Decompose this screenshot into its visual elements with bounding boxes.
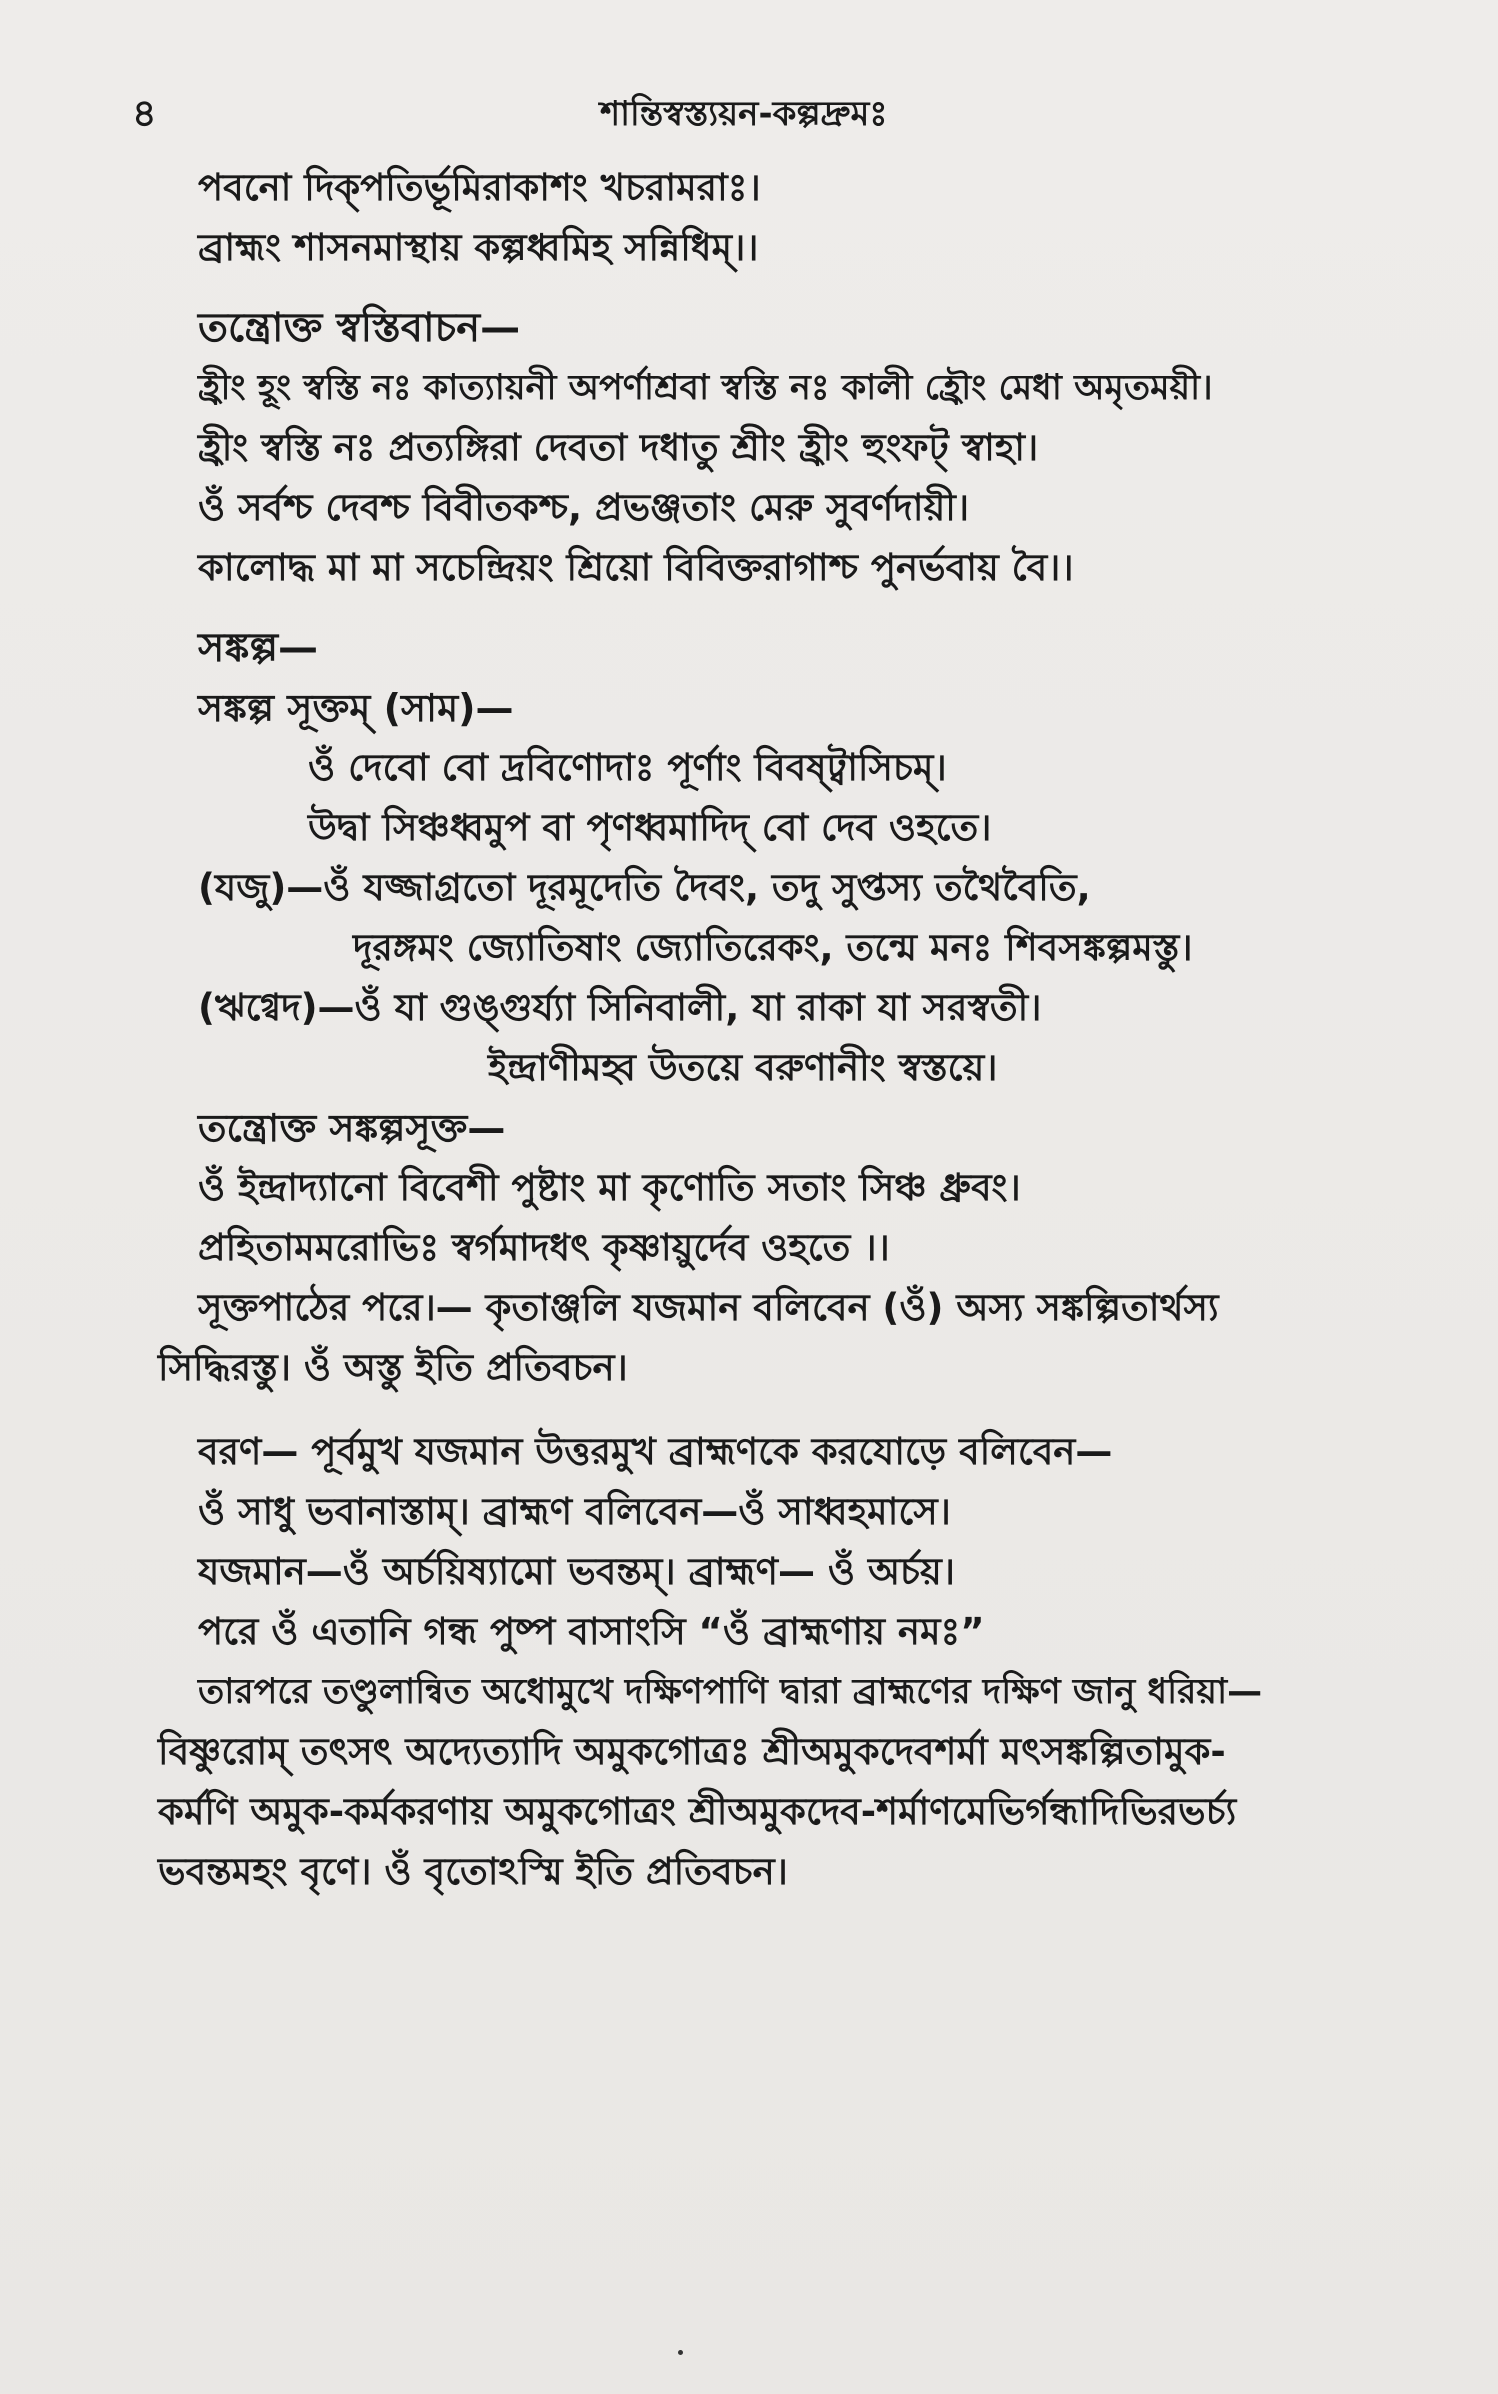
verse-line: কর্মণি অমুক-কর্মকরণায় অমুকগোত্রং শ্রীঅমুকদেব-শর্মাণমেভির্গন্ধাদিভিরভর্চ্য — [158, 1790, 1237, 1833]
verse-line: পরে ওঁ এতানি গন্ধ পুষ্প বাসাংসি “ওঁ ব্রাহ্মণায় নমঃ” — [198, 1610, 985, 1653]
prose-line: সিদ্ধিরস্তু। ওঁ অস্তু ইতি প্রতিবচন। — [158, 1346, 628, 1389]
verse-line: ভবন্তমহং বৃণে। ওঁ বৃতোঽস্মি ইতি প্রতিবচন। — [158, 1850, 788, 1893]
page-body — [158, 158, 1373, 1902]
running-title: শান্তিস্বস্ত্যয়ন-কল্পদ্রুমঃ — [600, 94, 888, 134]
page-header — [0, 84, 1498, 144]
verse-line: প্রহিতামমরোভিঃ স্বর্গমাদধৎ কৃষ্ণায়ুর্দেব ওহতে ।। — [198, 1226, 890, 1269]
verse-line: হ্রীং হূং স্বস্তি নঃ কাত্যায়নী অপর্ণাশ্রবা স্বস্তি নঃ কালী হ্রৌং মেধা অমৃতময়ী। — [198, 368, 1213, 408]
verse-line: কালোদ্ধ মা মা সচেন্দ্রিয়ং শ্রিয়ো বিবিক্তরাগাশ্চ পুনর্ভবায় বৈ।। — [198, 546, 1074, 589]
prose-line: সূক্তপাঠের পরে।— কৃতাঞ্জলি যজমান বলিবেন (ওঁ) অস্য সঙ্কল্পিতার্থস্য — [198, 1286, 1219, 1329]
verse-line: ইন্দ্রাণীমহ্ব উতয়ে বরুণানীং স্বস্তয়ে। — [488, 1046, 998, 1089]
verse-line: বিষ্ণুরোম্‌ তৎসৎ অদ্যেত্যাদি অমুকগোত্রঃ শ্রীঅমুকদেবশর্মা মৎসঙ্কল্পিতামুক- — [158, 1730, 1226, 1773]
verse-line: উদ্বা সিঞ্চধ্বমুপ বা পৃণধ্বমাদিদ্‌ বো দেব ওহতে। — [308, 806, 992, 849]
print-speck — [678, 2350, 683, 2355]
verse-line: পবনো দিক্‌পতির্ভূমিরাকাশং খচরামরাঃ। — [198, 166, 761, 209]
section-heading-sankalpa: সঙ্কল্প— — [198, 625, 318, 671]
verse-line: ওঁ সাধু ভবানাস্তাম্‌। ব্রাহ্মণ বলিবেন—ওঁ সাধ্বহমাসে। — [198, 1490, 951, 1533]
verse-line: যজমান—ওঁ অর্চয়িষ্যামো ভবন্তম্‌। ব্রাহ্মণ— ওঁ অর্চয়। — [198, 1550, 956, 1593]
verse-line: ওঁ ইন্দ্রাদ্যানো বিবেশী পুষ্টাং মা কৃণোতি সতাং সিঞ্চ ধ্রুবং। — [198, 1166, 1021, 1209]
verse-line: দূরঙ্গমং জ্যোতিষাং জ্যোতিরেকং, তন্মে মনঃ শিবসঙ্কল্পমস্তু। — [353, 926, 1193, 969]
subheading-sankalpa-suktam: সঙ্কল্প সূক্তম্‌ (সাম)— — [198, 686, 514, 730]
verse-line: ব্রাহ্মং শাসনমাস্থায় কল্পধ্বমিহ সন্নিধিম্‌।। — [198, 226, 759, 269]
verse-line: হ্রীং স্বস্তি নঃ প্রত্যঙ্গিরা দেবতা দধাতু শ্রীং হ্রীং হুংফট্‌ স্বাহা। — [198, 426, 1039, 469]
section-varan: বরণ— পূর্বমুখ যজমান উত্তরমুখ ব্রাহ্মণকে করযোড়ে বলিবেন— — [198, 1430, 1113, 1473]
verse-line: ওঁ দেবো বো দ্রবিণোদাঃ পূর্ণাং বিবষ্ট্বাসিচম্‌। — [308, 746, 947, 789]
subheading-tantrokta-sankalpasukta: তন্ত্রোক্ত সঙ্কল্পসূক্ত— — [198, 1106, 506, 1150]
verse-line: (যজু)—ওঁ যজ্জাগ্রতো দূরমূদেতি দৈবং, তদু সুপ্তস্য তথৈবৈতি, — [198, 866, 1091, 909]
section-heading-swastivachan: তন্ত্রোক্ত স্বস্তিবাচন— — [198, 305, 521, 351]
verse-line: (ঋগ্বেদ)—ওঁ যা গুঙ্গুর্য্যা সিনিবালী, যা রাকা যা সরস্বতী। — [198, 986, 1042, 1029]
page-number: ৪ — [132, 91, 157, 135]
verse-line: ওঁ সর্বশ্চ দেবশ্চ বিবীতকশ্চ, প্রভঞ্জতাং মেরু সুবর্ণদায়ী। — [198, 486, 970, 529]
prose-line: তারপরে তণ্ডুলান্বিত অধোমুখে দক্ষিণপাণি দ্বারা ব্রাহ্মণের দক্ষিণ জানু ধরিয়া— — [198, 1672, 1263, 1712]
